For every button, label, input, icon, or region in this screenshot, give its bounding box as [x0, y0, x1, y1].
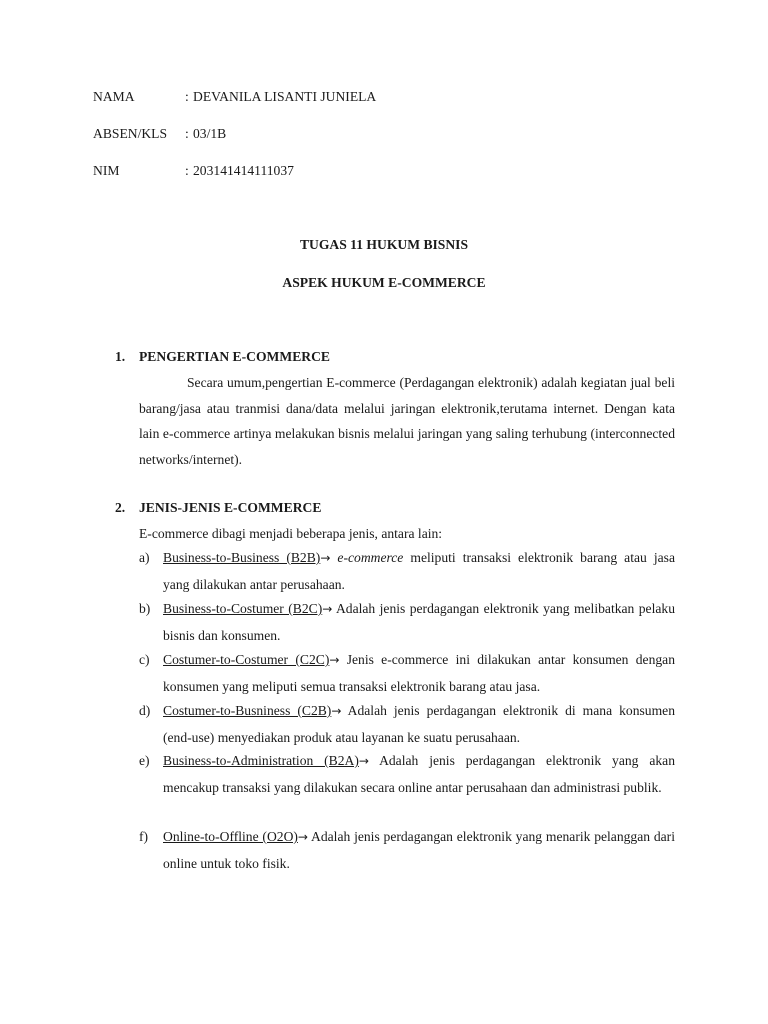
- list-item-text: [163, 545, 675, 597]
- list-item-emphasis: e-commerce: [337, 550, 404, 565]
- nama-value: DEVANILA LISANTI JUNIELA: [193, 89, 377, 104]
- list-item-text: [163, 647, 675, 699]
- list-item-description: Adalah jenis perdagangan elektronik yang akan mencakup transaksi yang dilakukan secara online antar perusahaan dan administrasi publik.: [163, 753, 675, 795]
- arrow-right-icon: →: [358, 754, 369, 768]
- section-1-number: 1.: [115, 349, 126, 364]
- section-1-paragraph: [139, 370, 675, 472]
- list-item-term: Business-to-Business (B2B): [163, 550, 321, 565]
- list-marker: d): [139, 703, 151, 718]
- section-2-number: 2.: [115, 500, 126, 515]
- list-marker: e): [139, 753, 150, 768]
- nim-label: NIM: [93, 163, 120, 178]
- list-item-description: Adalah jenis perdagangan elektronik yang menarik pelanggan dari online untuk toko fisik.: [163, 829, 675, 871]
- arrow-right-icon: →: [320, 551, 331, 565]
- list-marker: a): [139, 550, 150, 565]
- list-item-term: Costumer-to-Costumer (C2C): [163, 652, 330, 667]
- absen-value: 03/1B: [193, 126, 227, 141]
- nim-separator: :: [185, 163, 189, 178]
- list-item-description: Adalah jenis perdagangan elektronik yang melibatkan pelaku bisnis dan konsumen.: [163, 601, 675, 643]
- section-2-title: JENIS-JENIS E-COMMERCE: [139, 500, 322, 515]
- arrow-right-icon: →: [322, 602, 333, 616]
- arrow-right-icon: →: [331, 704, 342, 718]
- list-item-term: Costumer-to-Busniness (C2B): [163, 703, 332, 718]
- section-1-text: Secara umum,pengertian E-commerce (Perdagangan elektronik) adalah kegiatan jual beli barang/jasa atau tranmisi dana/data melalui jaringan elektronik,terutama internet. Dengan kata lain e-commerce artinya melakukan bisnis melalui jaringan yang saling terhubung (interconnected networks/internet).: [139, 375, 675, 467]
- nama-separator: :: [185, 89, 189, 104]
- nama-label: NAMA: [93, 89, 135, 104]
- list-marker: c): [139, 652, 150, 667]
- list-marker: b): [139, 601, 151, 616]
- list-item-term: Business-to-Costumer (B2C): [163, 601, 323, 616]
- arrow-right-icon: →: [329, 653, 340, 667]
- section-1-title: PENGERTIAN E-COMMERCE: [139, 349, 330, 364]
- section-1-heading: [115, 347, 330, 367]
- arrow-right-icon: →: [297, 830, 308, 844]
- list-item-text: [163, 698, 675, 750]
- list-item-description: Jenis e-commerce ini dilakukan antar konsumen dengan konsumen yang meliputi semua transaksi elektronik barang atau jasa.: [163, 652, 676, 694]
- list-marker: f): [139, 829, 149, 844]
- section-2-intro: E-commerce dibagi menjadi beberapa jenis, antara lain:: [139, 526, 443, 541]
- document-title: TUGAS 11 HUKUM BISNIS: [299, 237, 469, 252]
- list-item-text: [163, 748, 675, 800]
- list-item-text: [163, 596, 675, 648]
- document-subtitle: ASPEK HUKUM E-COMMERCE: [282, 275, 486, 290]
- list-item-description: Adalah jenis perdagangan elektronik di mana konsumen (end-use) menyediakan produk atau layanan ke suatu perusahaan.: [163, 703, 675, 745]
- list-item-text: [163, 824, 675, 876]
- list-item-term: Business-to-Administration (B2A): [163, 753, 359, 768]
- list-item-term: Online-to-Offline (O2O): [163, 829, 298, 844]
- section-2-heading: [115, 498, 321, 518]
- list-item-description: meliputi transaksi elektronik barang atau jasa yang dilakukan antar perusahaan.: [163, 550, 675, 592]
- absen-separator: :: [185, 126, 189, 141]
- nim-value: 203141414111037: [193, 163, 294, 178]
- absen-label: ABSEN/KLS: [93, 126, 168, 141]
